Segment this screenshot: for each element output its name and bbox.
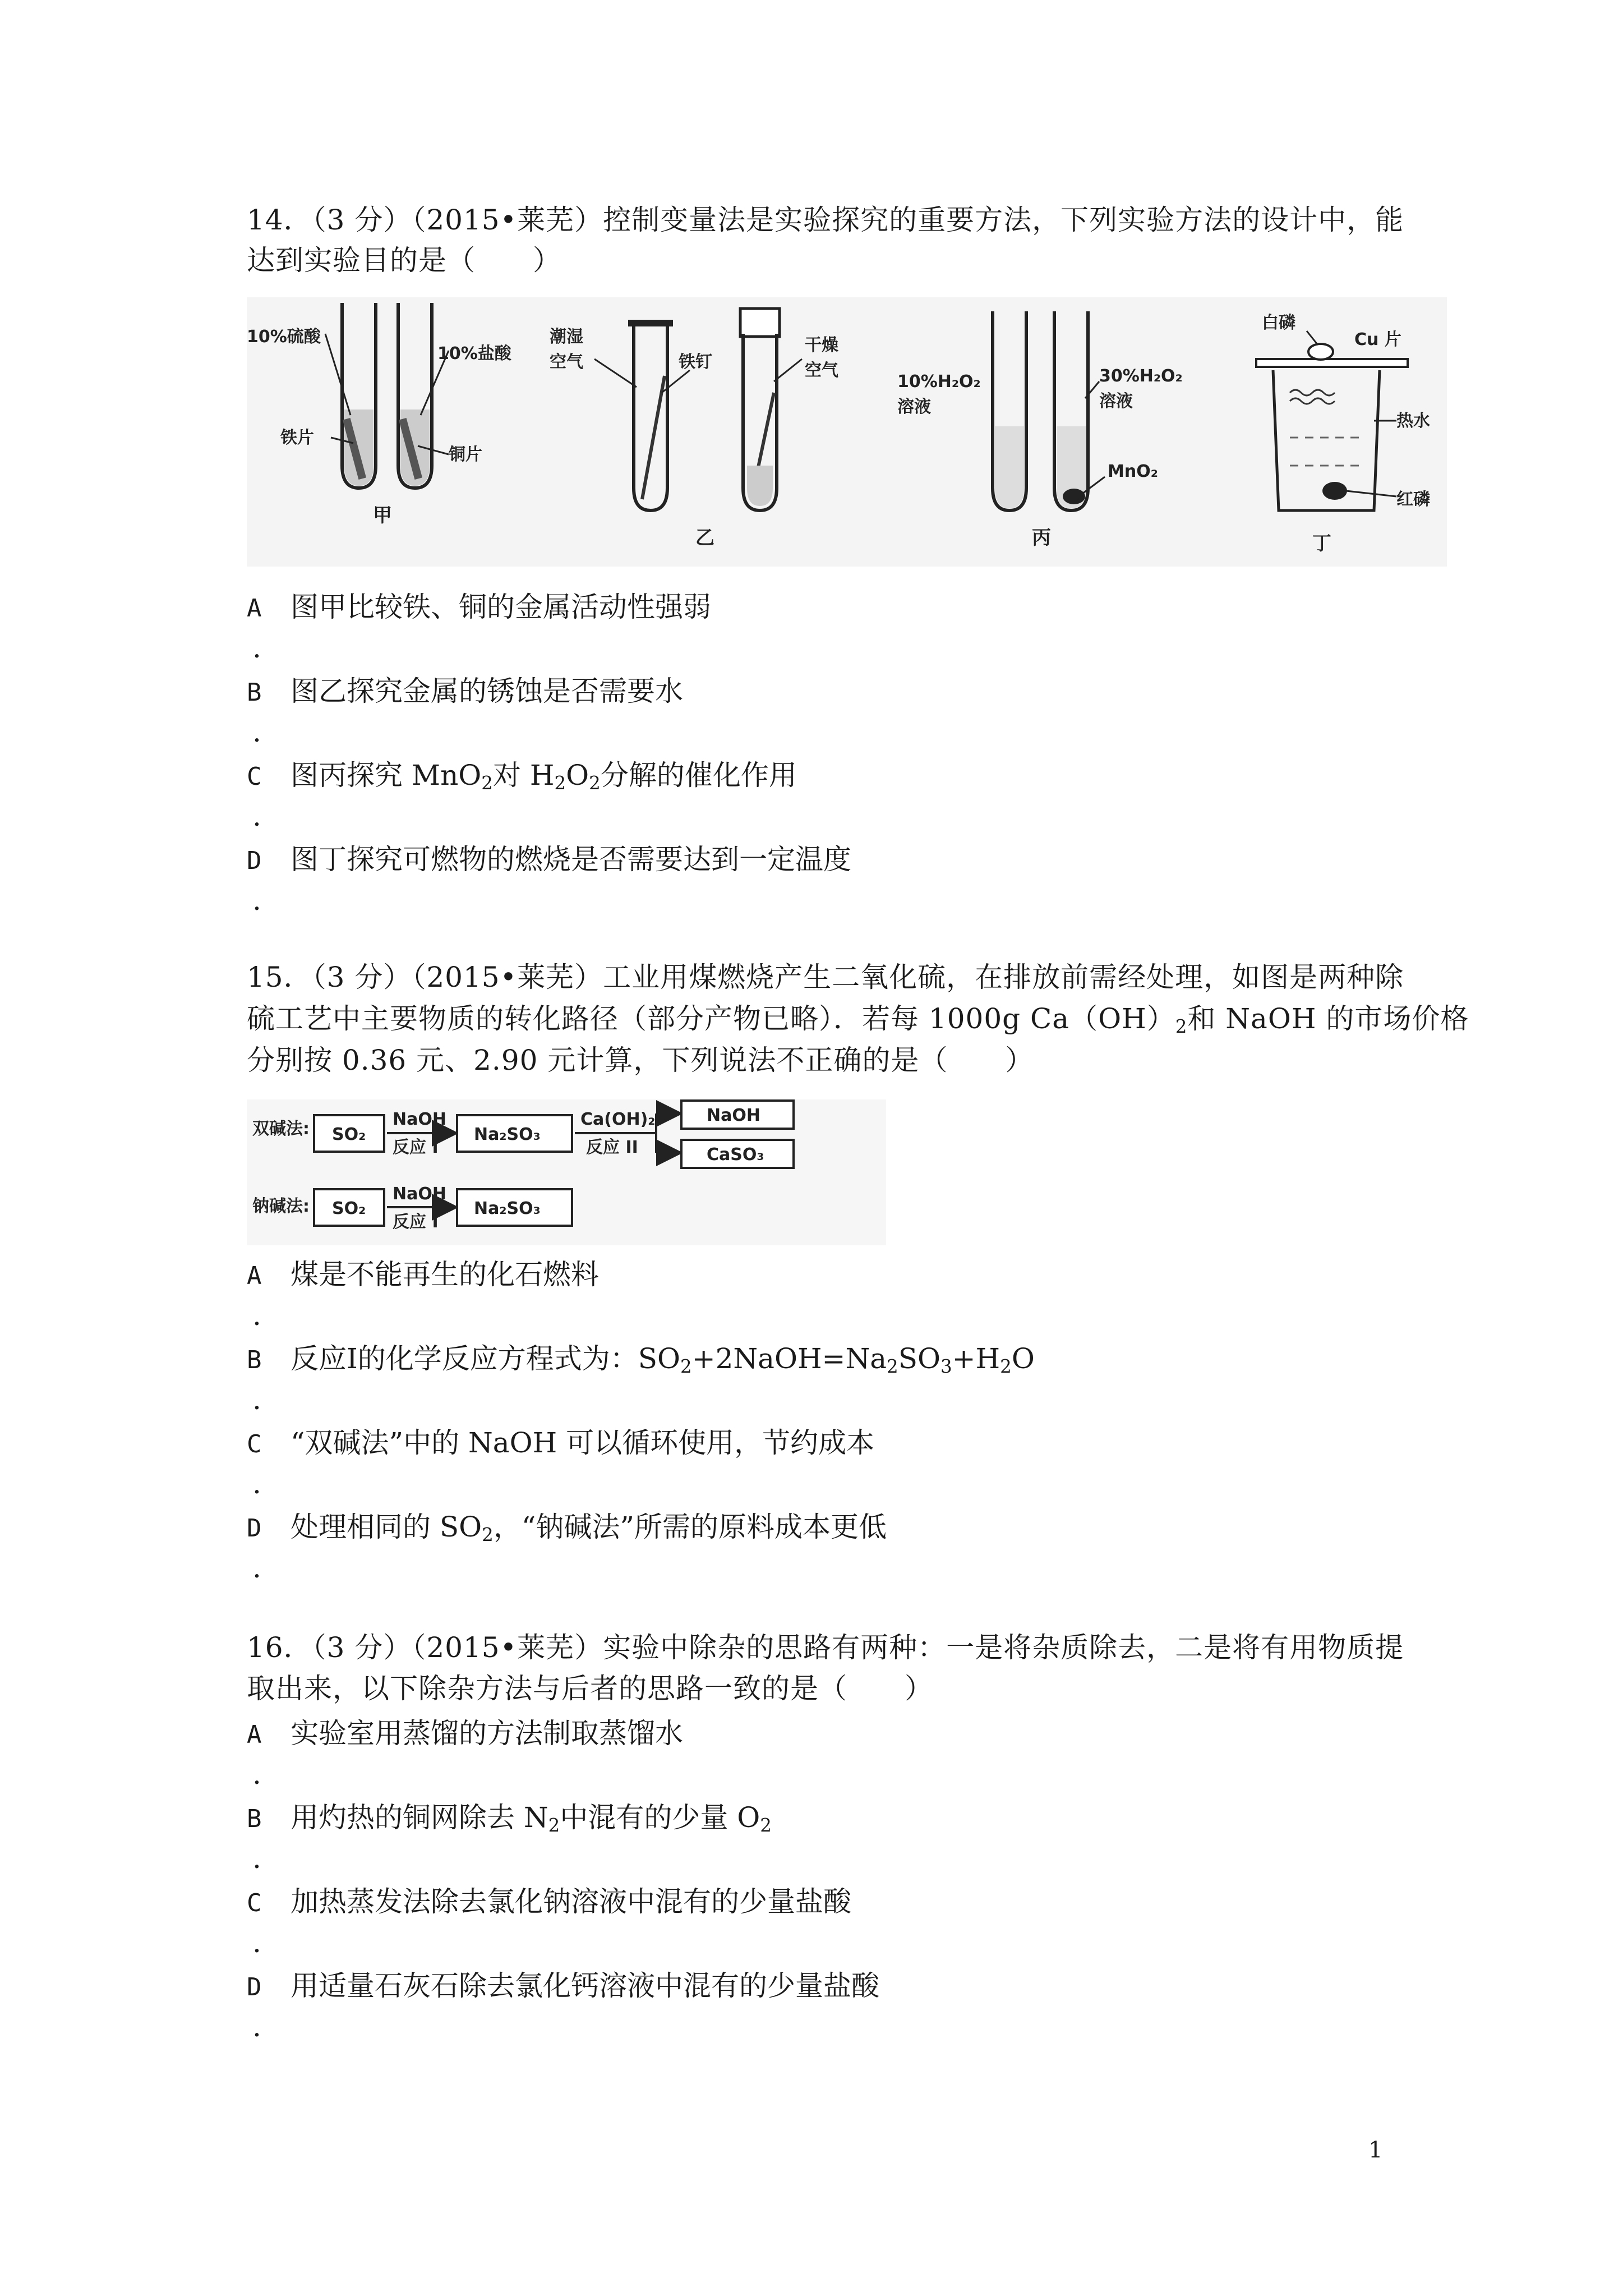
option-text: 图丁探究可燃物的燃烧是否需要达到一定温度 (291, 843, 851, 876)
flow-text-na2so3-2: Na₂SO₃ (474, 1199, 541, 1218)
q16-stem-line1: 16．（3 分）（2015•莱芜）实验中除杂的思路有两种：一是将杂质除去，二是将有用物质提 (247, 1631, 1404, 1664)
option-text: 图丙探究 MnO$_2$对 $H_2O_2$分解的催化作用 (291, 759, 797, 794)
q15-stem-line3: 分别按 0.36 元、2.90 元计算，下列说法不正确的是（ ） (247, 1044, 1034, 1076)
label-jia-acid-right: 10%盐酸 (437, 344, 511, 364)
flow-text-caoh2: Ca(OH)₂ (580, 1110, 656, 1129)
flow-label-sodium-alkali: 钠碱法: (252, 1197, 310, 1216)
option-letter: D (247, 1514, 262, 1543)
label-ding-red: 红磷 (1396, 490, 1430, 509)
option-dot: . (252, 2010, 261, 2043)
flow-text-so2-2: SO₂ (332, 1199, 366, 1218)
option-letter: A (247, 1720, 262, 1749)
option-letter: D (247, 1973, 262, 2001)
option-text: 图乙探究金属的锈蚀是否需要水 (291, 675, 683, 707)
flow-text-naoh-reagent-2: NaOH (393, 1184, 446, 1204)
caption-bing: 丙 (1032, 527, 1051, 549)
q15-flow-diagram (247, 1099, 886, 1245)
option-text: 图甲比较铁、铜的金属活动性强弱 (291, 591, 711, 623)
option-text: 加热蒸发法除去氯化钠溶液中混有的少量盐酸 (291, 1885, 851, 1918)
flow-text-na2so3: Na₂SO₃ (474, 1125, 541, 1144)
label-yi-dry: 干燥 (805, 335, 838, 355)
option-letter: C (247, 1889, 262, 1917)
q15-option-c[interactable] (247, 1425, 874, 1462)
option-text: “双碱法”中的 NaOH 可以循环使用，节约成本 (291, 1427, 875, 1459)
option-dot: . (252, 1299, 261, 1332)
q15-stem-line1: 15．（3 分）（2015•莱芜）工业用煤燃烧产生二氧化硫，在排放前需经处理，如图是两种除 (247, 961, 1404, 993)
option-dot: . (252, 716, 261, 748)
q16-option-b[interactable] (247, 1800, 772, 1843)
q15-stem-line2: 硫工艺中主要物质的转化路径（部分产物已略）．若每 1000g $Ca(OH)_2$和 NaOH 的市场价格 (247, 1002, 1469, 1038)
option-dot: . (252, 1842, 261, 1875)
label-bing-right2: 溶液 (1099, 392, 1133, 411)
q16-option-d[interactable] (247, 1968, 879, 2005)
option-dot: . (252, 800, 261, 832)
q16-option-c[interactable] (247, 1884, 851, 1921)
label-jia-metal-right: 铜片 (449, 445, 482, 464)
q14-stem-line1: 14．（3 分）（2015•莱芜）控制变量法是实验探究的重要方法，下列实验方法的设计中，能 (247, 204, 1404, 236)
option-text: 用适量石灰石除去氯化钙溶液中混有的少量盐酸 (291, 1970, 879, 2002)
q14-option-d[interactable] (247, 841, 851, 879)
option-text: 用灼热的铜网除去 $N_2$中混有的少量 $O_2$ (291, 1801, 772, 1837)
option-dot: . (252, 632, 261, 664)
flow-text-reaction1: 反应 I (393, 1138, 439, 1157)
label-jia-metal-left: 铁片 (280, 428, 314, 448)
q14-option-b[interactable] (247, 673, 683, 711)
flow-text-naoh-out: NaOH (707, 1106, 760, 1125)
label-jia-acid-left: 10%硫酸 (247, 327, 321, 347)
option-letter: A (247, 1262, 262, 1290)
label-yi-nail: 铁钉 (679, 352, 712, 372)
q16-option-a[interactable] (247, 1715, 683, 1753)
option-dot: . (252, 1552, 261, 1584)
q15-option-d[interactable] (247, 1509, 887, 1553)
q15-option-a[interactable] (247, 1257, 599, 1294)
flow-label-double-alkali: 双碱法: (252, 1119, 310, 1139)
flow-text-caso3: CaSO₃ (707, 1145, 764, 1165)
label-yi-wet: 潮湿 (550, 327, 583, 347)
option-letter: B (247, 678, 262, 707)
flow-text-reaction2: 反应 II (586, 1138, 638, 1157)
option-dot: . (252, 1383, 261, 1416)
label-bing-right1: 30%H₂O₂ (1099, 366, 1183, 386)
option-letter: B (247, 1346, 262, 1374)
option-letter: A (247, 594, 262, 623)
q15-option-b[interactable] (247, 1341, 1035, 1384)
label-bing-left1: 10%H₂O₂ (897, 372, 981, 392)
option-text: 反应Ⅰ的化学反应方程式为：$SO_2+2NaOH=Na_2SO_3+H_2O$ (291, 1342, 1035, 1378)
option-dot: . (252, 1926, 261, 1959)
option-dot: . (252, 1467, 261, 1500)
caption-ding: 丁 (1312, 532, 1331, 555)
flow-text-so2: SO₂ (332, 1125, 366, 1144)
flow-text-naoh-reagent: NaOH (393, 1110, 446, 1129)
caption-yi: 乙 (695, 527, 714, 549)
label-ding-water: 热水 (1396, 411, 1430, 431)
label-yi-air1: 空气 (550, 352, 583, 372)
option-letter: C (247, 762, 262, 791)
q14-stem-line2: 达到实验目的是（ ） (247, 244, 561, 277)
q16-stem-line2: 取出来，以下除杂方法与后者的思路一致的是（ ） (247, 1672, 933, 1705)
option-text: 处理相同的 $SO_2$，“钠碱法”所需的原料成本更低 (291, 1511, 887, 1546)
flow-text-reaction1-2: 反应 I (393, 1212, 439, 1232)
option-text: 实验室用蒸馏的方法制取蒸馏水 (291, 1717, 683, 1750)
label-bing-cat: MnO₂ (1108, 462, 1158, 481)
q14-figure (247, 297, 1447, 567)
label-yi-air2: 空气 (805, 361, 838, 380)
option-letter: B (247, 1805, 262, 1833)
caption-jia: 甲 (373, 504, 392, 527)
label-bing-left2: 溶液 (897, 397, 931, 417)
option-text: 煤是不能再生的化石燃料 (291, 1258, 599, 1291)
option-dot: . (252, 1758, 261, 1791)
q14-option-a[interactable] (247, 589, 711, 627)
option-letter: D (247, 846, 262, 875)
label-ding-white: 白磷 (1262, 313, 1295, 333)
option-letter: C (247, 1430, 262, 1458)
label-ding-cu: Cu 片 (1354, 330, 1401, 349)
q14-option-c[interactable] (247, 757, 797, 801)
option-dot: . (252, 884, 261, 917)
page-number: 1 (1368, 2137, 1383, 2163)
